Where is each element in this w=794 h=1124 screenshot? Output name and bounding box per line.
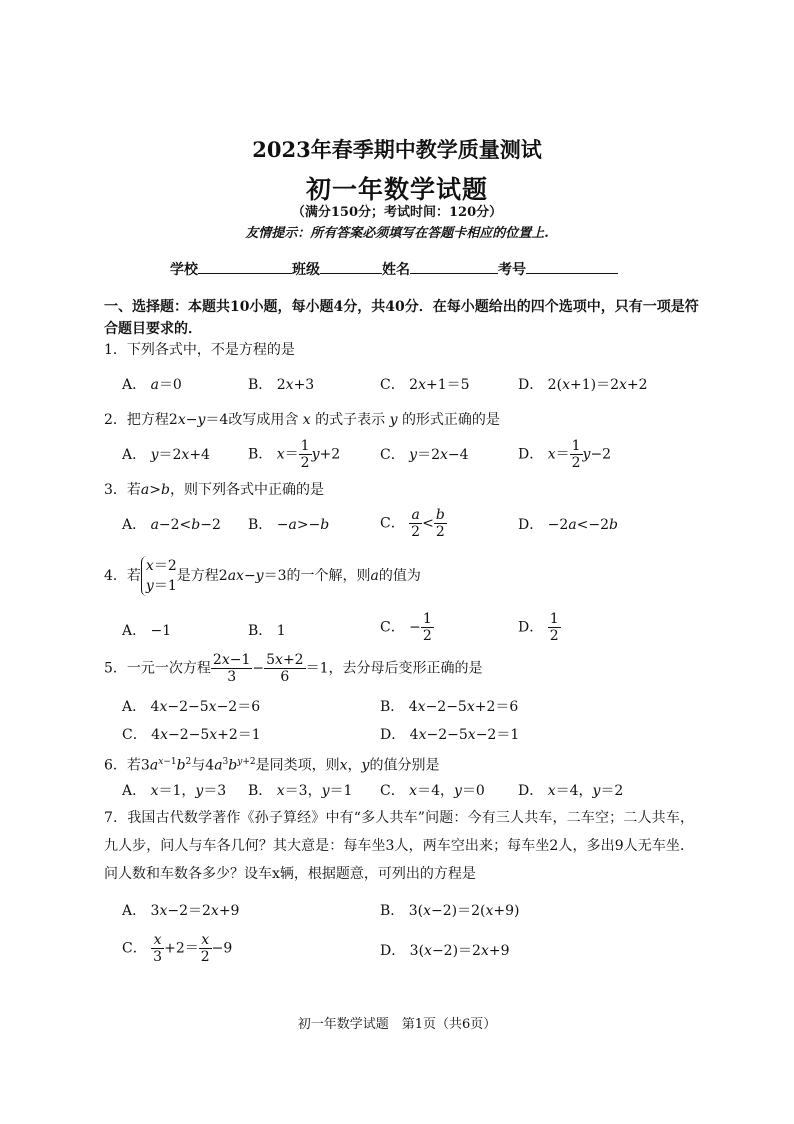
q1-option-b: B． 2x+3 [248, 377, 315, 393]
number-field[interactable] [526, 258, 618, 274]
q7-option-d: D． 3(x−2)＝2x+9 [380, 943, 510, 959]
q4-option-a: A． −1 [122, 623, 172, 639]
class-field[interactable] [320, 258, 382, 274]
question-1-stem: 1．下列各式中，不是方程的是 [104, 342, 295, 358]
school-field[interactable] [198, 258, 292, 274]
name-label: 姓名 [382, 262, 410, 278]
name-field[interactable] [410, 258, 498, 274]
q5-option-b: B． 4x−2−5x+2＝6 [380, 699, 519, 715]
question-2-stem: 2．把方程2x−y＝4改写成用含 x 的式子表示 y 的形式正确的是 [104, 412, 500, 428]
q3-option-d: D． −2a<−2b [518, 517, 619, 533]
q7-option-c: C． $\frac{x}{3}$ +2＝ $\frac{x}{2}$ −9 [122, 932, 233, 965]
q6-option-a: A． x＝1，y＝3 [122, 783, 227, 799]
student-info-row [170, 258, 618, 279]
q4-option-d: D． $\frac{1}{2}$ [518, 611, 559, 644]
question-7-stem: 7．我国古代数学著作《孙子算经》中有“多人共车”问题：今有三人共车，二车空；二人共车，九人步，问人与车各几何？其大意是：每车坐3人，两车空出来；每车坐2人，多出9人无车坐．问人数和车数各多少？设车x辆，根据题意，可列出的方程是 [104, 810, 694, 882]
subject-title: 初一年数学试题 [305, 175, 488, 204]
q2-option-c: C． y＝2x−4 [380, 447, 469, 463]
question-4-stem: 4．若x＝2 y＝1是方程2ax−y＝3的一个解，则a的值为 [104, 558, 421, 594]
school-label: 学校 [170, 262, 198, 278]
q4-option-b: B． 1 [248, 623, 286, 639]
section-1-title: 一、选择题：本题共10小题，每小题4分，共40分．在每小题给出的四个选项中，只有一项是符合题目要求的． [104, 299, 699, 337]
class-label: 班级 [292, 262, 320, 278]
equation-system: x＝2 y＝1 [141, 556, 177, 596]
score-time: （满分150分；考试时间：120分） [291, 205, 503, 220]
q5-option-c: C． 4x−2−5x+2＝1 [122, 727, 261, 743]
question-6-stem: 6．若$3a^{x-1}b^2$与$4a^3b^{y+2}$是同类项，则x，y的值分别是 [104, 757, 440, 774]
q2-option-d: D． x＝ $\frac{1}{2}$ y−2 [518, 438, 612, 471]
friendly-tip: 友情提示：所有答案必须填写在答题卡相应的位置上. [245, 226, 549, 241]
q7-option-b: B． 3(x−2)＝2(x+9) [380, 903, 520, 919]
q6-option-c: C． x＝4，y＝0 [380, 783, 485, 799]
number-label: 考号 [498, 262, 526, 278]
q6-option-b: B． x＝3，y＝1 [248, 783, 353, 799]
q6-option-d: D． x＝4，y＝2 [518, 783, 624, 799]
q7-option-a: A． 3x−2＝2x+9 [122, 903, 240, 919]
q3-option-c: C． $\frac{a}{2}$ < $\frac{b}{2}$ [380, 507, 445, 540]
q1-option-d: D． 2(x+1)＝2x+2 [518, 377, 648, 393]
q1-option-c: C． 2x+1＝5 [380, 377, 470, 393]
q5-option-a: A． 4x−2−5x−2＝6 [122, 699, 261, 715]
q5-option-d: D． 4x−2−5x−2＝1 [380, 727, 520, 743]
q3-option-a: A． a−2<b−2 [122, 517, 221, 533]
q4-option-c: C． − $\frac{1}{2}$ [380, 611, 432, 644]
question-5-stem: 5．一元一次方程 $\frac{2x-1}{3}$ − $\frac{5x+2}{6}$ ＝1，去分母后变形正确的是 [104, 652, 483, 685]
page-footer: 初一年数学试题 第1页（共6页） [297, 1017, 497, 1032]
q1-option-a: A． a＝0 [122, 377, 182, 393]
exam-title: 2023年春季期中教学质量测试 [252, 137, 542, 162]
q3-option-b: B． −a>−b [248, 517, 330, 533]
question-3-stem: 3．若a>b，则下列各式中正确的是 [104, 482, 324, 498]
q2-option-a: A． y＝2x+4 [122, 447, 210, 463]
q2-option-b: B． x＝ $\frac{1}{2}$ y+2 [248, 438, 341, 471]
